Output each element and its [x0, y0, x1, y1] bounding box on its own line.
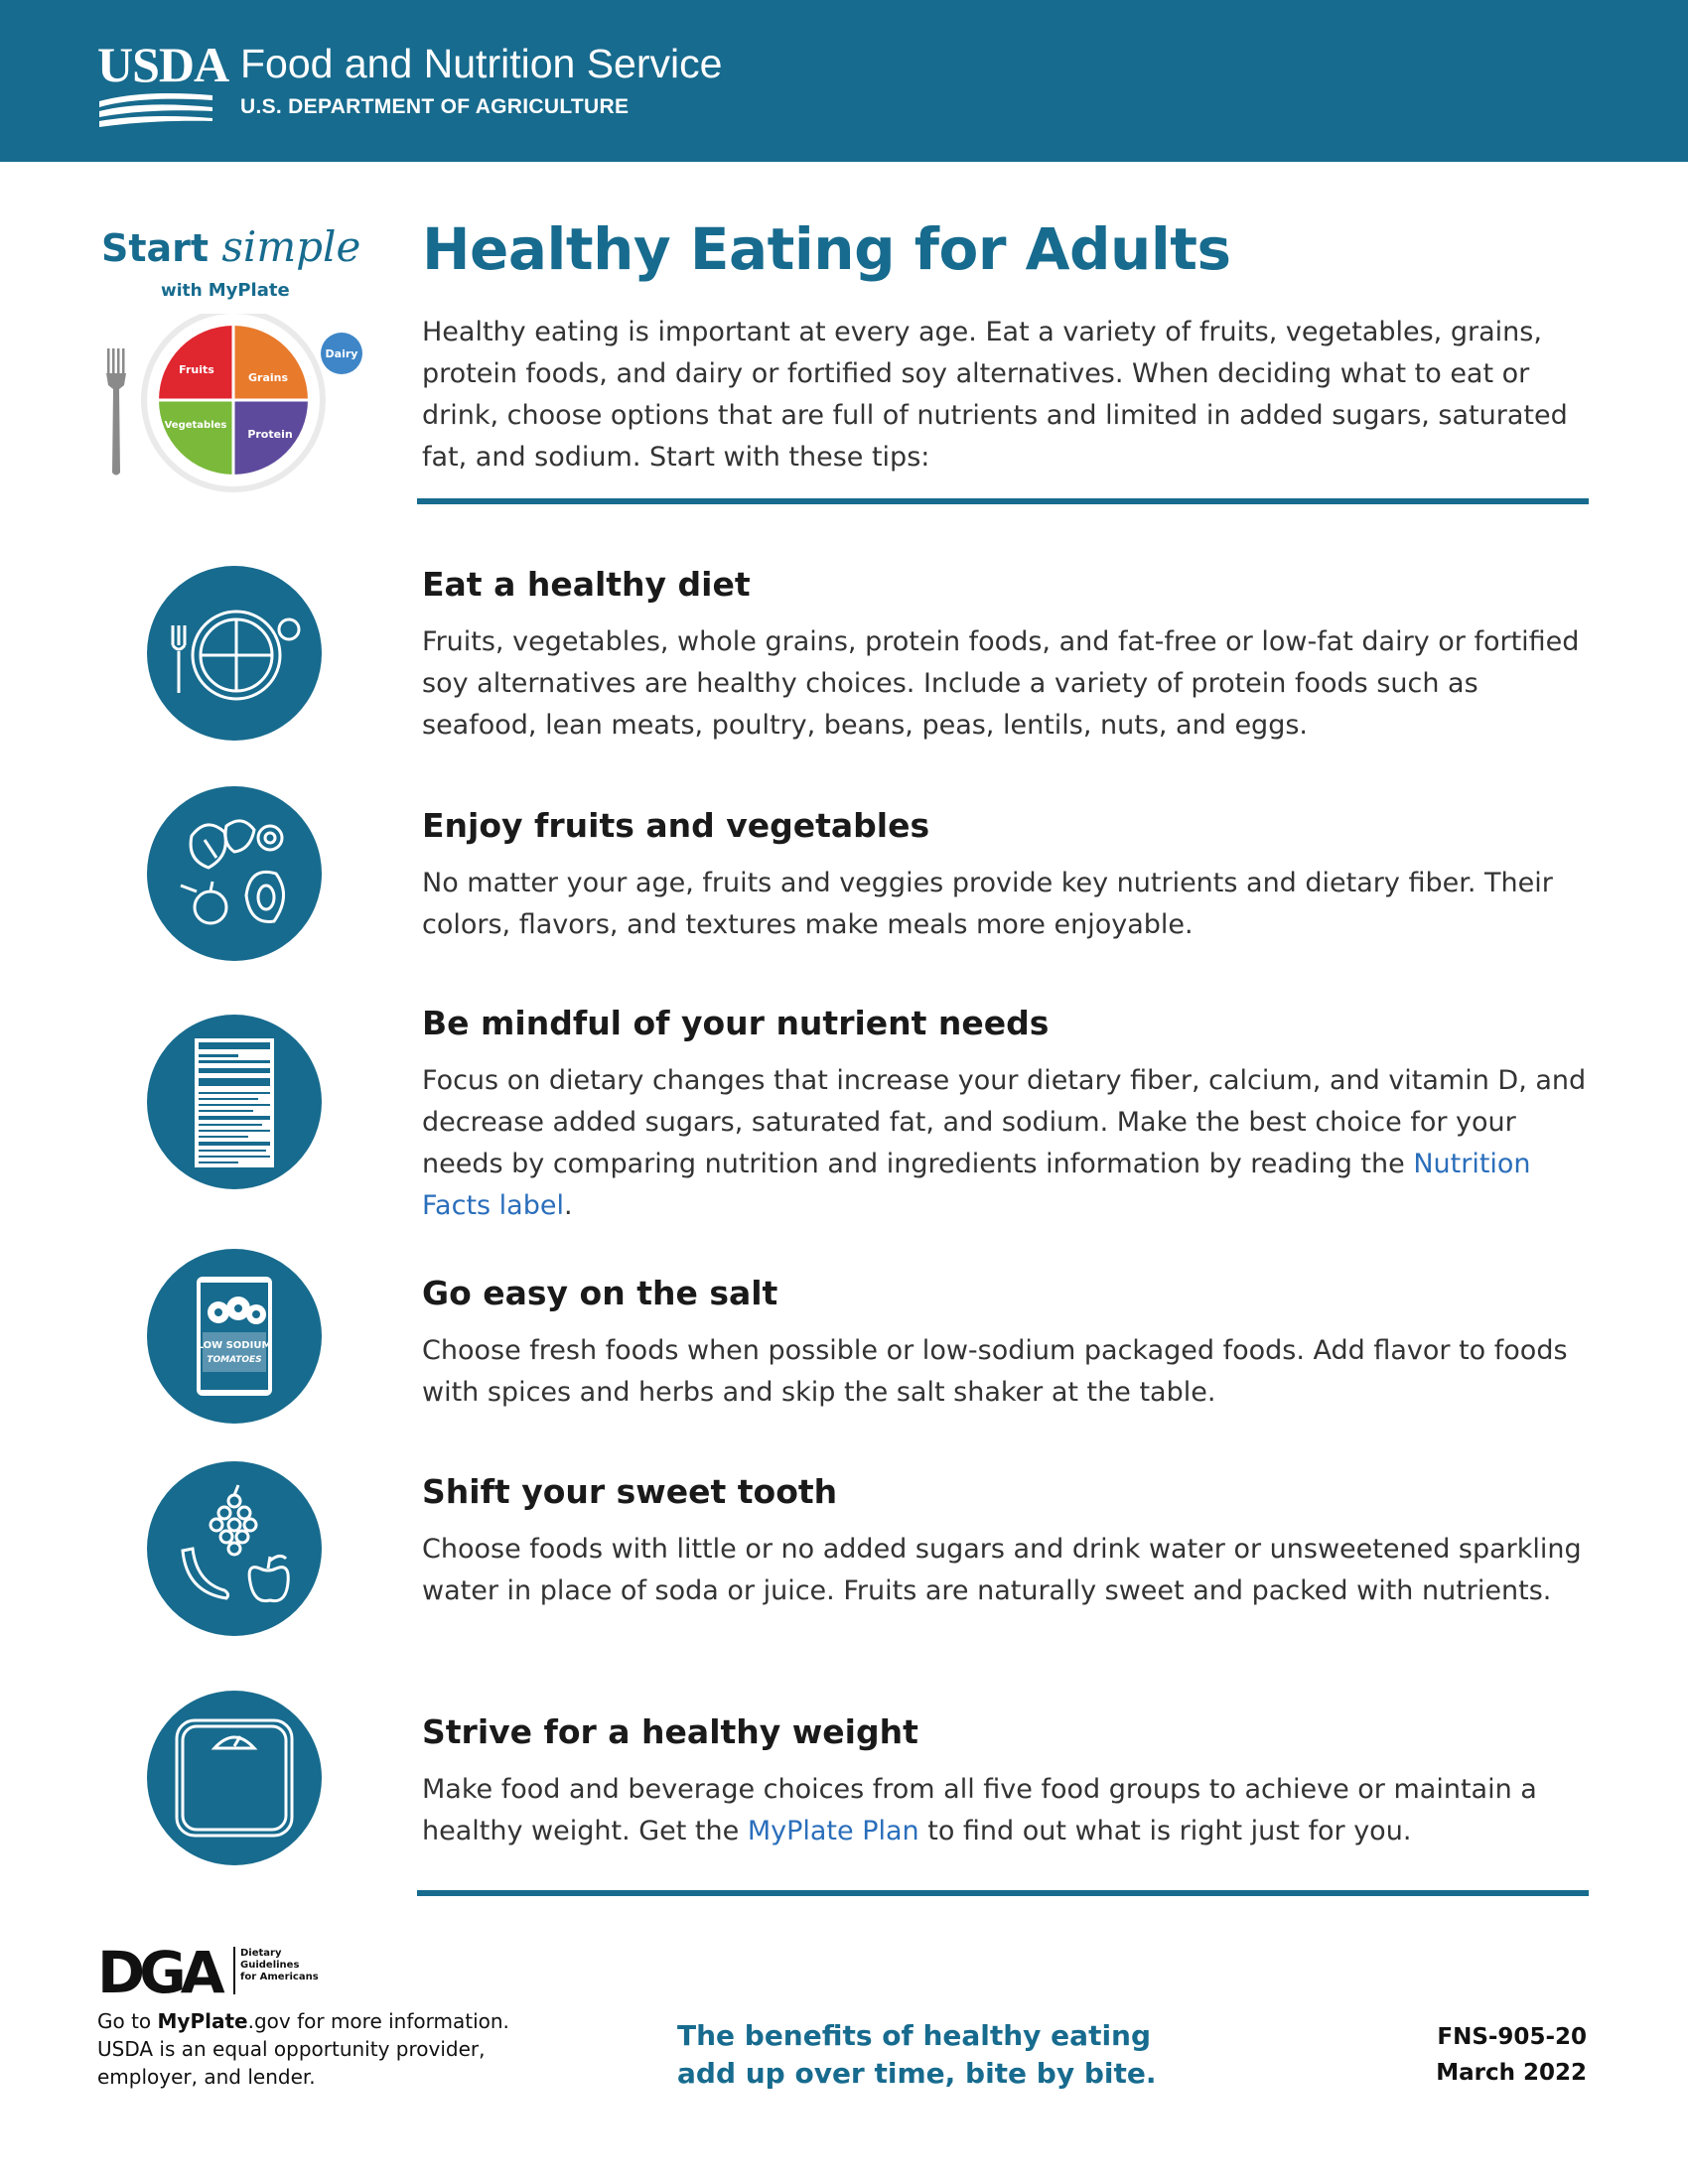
canned-tomatoes-icon — [147, 1249, 322, 1424]
tip-title: Shift your sweet tooth — [422, 1472, 838, 1511]
scale-icon — [147, 1691, 322, 1865]
tip-body-text: Make food and beverage choices from all five food groups to achieve or maintain a healthy weight. Get the — [422, 1774, 1537, 1846]
bottom-divider — [417, 1890, 1589, 1896]
with-word: with — [161, 281, 203, 301]
start-word: Start — [101, 226, 210, 270]
document-number: FNS-905-20 — [1437, 2024, 1587, 2050]
goto-prefix: Go to — [97, 2009, 158, 2033]
tip-title: Enjoy fruits and vegetables — [422, 806, 930, 845]
fruits-label: Fruits — [179, 363, 214, 376]
document-id — [1436, 2019, 1587, 2091]
tip-body-end: . — [563, 1190, 573, 1221]
dga-caption — [240, 1948, 319, 1983]
nutrition-label-icon — [147, 1015, 322, 1189]
protein-label: Protein — [247, 428, 293, 441]
myplate-plan-link[interactable]: MyPlate Plan — [747, 1816, 919, 1846]
tagline — [677, 2017, 1156, 2093]
myplate-icon — [99, 314, 367, 492]
tagline-line: The benefits of healthy eating — [677, 2019, 1152, 2052]
goto-suffix: .gov for more information. — [247, 2009, 509, 2033]
tagline-line: add up over time, bite by bite. — [677, 2057, 1157, 2090]
myplate-site-link[interactable]: MyPlate — [157, 2009, 248, 2033]
tip-body — [422, 1060, 1594, 1227]
document-date: March 2022 — [1436, 2060, 1587, 2086]
can-label-text: LOW SODIUM — [197, 1340, 272, 1351]
tip-title: Strive for a healthy weight — [422, 1712, 918, 1751]
vegetables-label: Vegetables — [164, 420, 227, 431]
simple-word: simple — [221, 222, 361, 271]
more-info-line — [97, 2007, 509, 2035]
tip-body — [422, 1769, 1594, 1852]
equal-opportunity-statement: USDA is an equal opportunity provider, employer, and lender. — [97, 2037, 486, 2089]
department-name: U.S. DEPARTMENT OF AGRICULTURE — [240, 95, 630, 118]
dga-line: for Americans — [240, 1972, 319, 1982]
agency-name: Food and Nutrition Service — [240, 41, 723, 86]
tip-body-text: Focus on dietary changes that increase your dietary fiber, calcium, and vitamin D, and decrease added sugars, saturated fat, and sodium. Make the best choice for your needs by comparing nutrition and ingredients information by reading the — [422, 1065, 1587, 1179]
produce-icon — [147, 786, 322, 961]
page-title: Healthy Eating for Adults — [422, 215, 1231, 283]
myplate-word: MyPlate — [208, 280, 290, 301]
intro-paragraph: Healthy eating is important at every age. Eat a variety of fruits, vegetables, grains, protein foods, and dairy or fortified soy alternatives. When deciding what to eat or drink, choose options that are full of nutrients and limited in added sugars, saturated fat, and sodium. Start with these tips: — [422, 317, 1568, 473]
tip-body: Choose fresh foods when possible or low-sodium packaged foods. Add flavor to foods with spices and herbs and skip the salt shaker at the table. — [422, 1335, 1568, 1408]
usda-wordmark: USDA — [97, 37, 229, 92]
header-banner — [0, 0, 1688, 162]
grains-label: Grains — [247, 371, 289, 384]
fruit-icon — [147, 1461, 322, 1636]
dga-line: Guidelines — [240, 1960, 300, 1971]
plate-icon — [147, 566, 322, 741]
tip-title: Go easy on the salt — [422, 1274, 778, 1312]
tip-title: Be mindful of your nutrient needs — [422, 1004, 1050, 1042]
dga-wordmark: DGA — [97, 1941, 219, 2000]
tip-body: Fruits, vegetables, whole grains, protein foods, and fat-free or low-fat dairy or fortified soy alternatives are healthy choices. Include a variety of protein foods such as seafood, lean meats, poultry, beans, peas, lentils, nuts, and eggs. — [422, 626, 1580, 741]
can-label-text: TOMATOES — [207, 1355, 262, 1365]
top-divider — [417, 498, 1589, 504]
tip-body-end: to find out what is right just for you. — [918, 1816, 1412, 1846]
dga-line: Dietary — [240, 1948, 282, 1959]
tip-body: Choose foods with little or no added sugars and drink water or unsweetened sparkling water in place of soda or juice. Fruits are naturally sweet and packed with nutrients. — [422, 1534, 1582, 1606]
tip-body: No matter your age, fruits and veggies provide key nutrients and dietary fiber. Their colors, flavors, and textures make meals more enjoyable. — [422, 868, 1553, 940]
nutrition-facts-link[interactable]: Nutrition Facts label — [422, 1149, 1531, 1221]
tip-title: Eat a healthy diet — [422, 565, 751, 604]
dairy-label: Dairy — [325, 347, 358, 360]
with-myplate — [161, 280, 290, 301]
start-simple-logo — [101, 222, 361, 271]
